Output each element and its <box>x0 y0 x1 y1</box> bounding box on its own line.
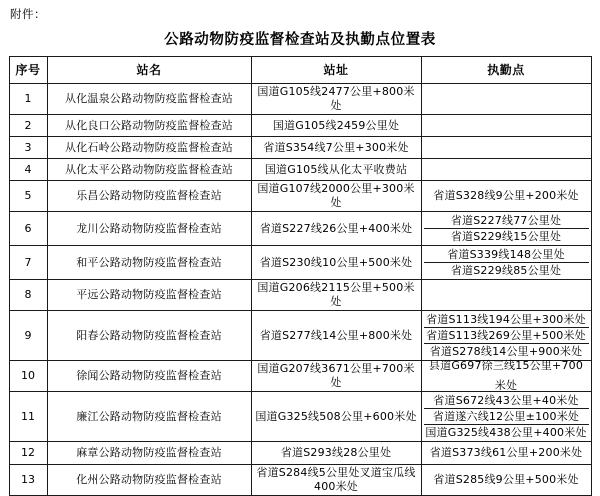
cell-duty-point <box>421 361 591 392</box>
table-body <box>9 84 591 496</box>
table-row <box>9 84 591 115</box>
cell-duty-point <box>421 181 591 212</box>
cell-index: 11 <box>9 392 47 442</box>
cell-station-name: 廉江公路动物防疫监督检查站 <box>47 392 251 442</box>
cell-duty-point <box>421 137 591 159</box>
duty-point-item: 省道S285线9公里+500米处 <box>433 473 579 486</box>
cell-station-name: 从化良口公路动物防疫监督检查站 <box>47 115 251 137</box>
cell-index: 1 <box>9 84 47 115</box>
table-row <box>9 442 591 465</box>
table-row <box>9 159 591 181</box>
cell-station-address: 省道S284线5公里处叉道宝瓜线400米处 <box>251 465 421 496</box>
table-row <box>9 361 591 392</box>
duty-point-item: 省道S339线148公里处 <box>424 247 589 263</box>
cell-station-address: 省道S227线26公里+400米处 <box>251 212 421 246</box>
duty-point-item: 省道S113线194公里+300米处 <box>424 312 589 328</box>
cell-station-name: 从化太平公路动物防疫监督检查站 <box>47 159 251 181</box>
cell-index: 10 <box>9 361 47 392</box>
cell-station-name: 从化温泉公路动物防疫监督检查站 <box>47 84 251 115</box>
page-title: 公路动物防疫监督检查站及执勤点位置表 <box>164 32 436 48</box>
cell-station-address: 国道G105线2459公里处 <box>251 115 421 137</box>
cell-duty-point <box>421 465 591 496</box>
cell-index: 6 <box>9 212 47 246</box>
table-row <box>9 465 591 496</box>
cell-station-address: 省道S354线7公里+300米处 <box>251 137 421 159</box>
cell-station-name: 龙川公路动物防疫监督检查站 <box>47 212 251 246</box>
duty-point-item: 省道S229线15公里处 <box>450 230 562 243</box>
cell-station-name: 徐闻公路动物防疫监督检查站 <box>47 361 251 392</box>
cell-station-name: 麻章公路动物防疫监督检查站 <box>47 442 251 465</box>
cell-index: 3 <box>9 137 47 159</box>
cell-duty-point <box>421 115 591 137</box>
table-row <box>9 246 591 280</box>
table-row <box>9 392 591 442</box>
cell-station-name: 从化石岭公路动物防疫监督检查站 <box>47 137 251 159</box>
cell-station-address: 国道G206线2115公里+500米处 <box>251 280 421 311</box>
cell-station-address: 国道G105线2477公里+800米处 <box>251 84 421 115</box>
cell-station-address: 国道G105线从化太平收费站 <box>251 159 421 181</box>
duty-point-item: 省道S229线85公里处 <box>450 264 562 277</box>
checkpoint-location-table <box>9 56 592 496</box>
duty-point-item: 省道S278线14公里+900米处 <box>429 345 583 358</box>
table-row <box>9 115 591 137</box>
table-row <box>9 181 591 212</box>
duty-point-item: 省道S672线43公里+40米处 <box>424 393 589 409</box>
column-header-station-name: 站名 <box>47 57 251 84</box>
cell-duty-point <box>421 311 591 361</box>
cell-station-address: 国道G207线3671公里+700米处 <box>251 361 421 392</box>
cell-duty-point <box>421 246 591 280</box>
column-header-duty-point: 执勤点 <box>421 57 591 84</box>
duty-point-item: 县道G697徐三线15公里+700米处 <box>428 359 584 392</box>
column-header-index: 序号 <box>9 57 47 84</box>
attachment-label: 附件： <box>10 7 46 21</box>
duty-point-item: 省道S328线9公里+200米处 <box>433 189 579 202</box>
cell-station-address: 省道S230线10公里+500米处 <box>251 246 421 280</box>
cell-station-address: 省道S277线14公里+800米处 <box>251 311 421 361</box>
cell-station-name: 平远公路动物防疫监督检查站 <box>47 280 251 311</box>
cell-duty-point <box>421 280 591 311</box>
cell-station-name: 化州公路动物防疫监督检查站 <box>47 465 251 496</box>
cell-index: 12 <box>9 442 47 465</box>
table-row <box>9 212 591 246</box>
cell-index: 13 <box>9 465 47 496</box>
cell-station-address: 国道G325线508公里+600米处 <box>251 392 421 442</box>
column-header-station-address: 站址 <box>251 57 421 84</box>
cell-duty-point <box>421 442 591 465</box>
cell-index: 9 <box>9 311 47 361</box>
cell-duty-point <box>421 212 591 246</box>
duty-point-item: 国道G325线438公里+400米处 <box>425 426 587 439</box>
cell-station-address: 国道G107线2000公里+300米处 <box>251 181 421 212</box>
duty-point-item: 省道遂六线12公里±100米处 <box>424 409 589 425</box>
table-row <box>9 280 591 311</box>
cell-index: 4 <box>9 159 47 181</box>
table-row <box>9 311 591 361</box>
cell-index: 8 <box>9 280 47 311</box>
cell-station-name: 和平公路动物防疫监督检查站 <box>47 246 251 280</box>
duty-point-item: 省道S227线77公里处 <box>424 213 589 229</box>
cell-duty-point <box>421 159 591 181</box>
duty-point-item: 省道S373线61公里+200米处 <box>429 446 583 459</box>
table-header-row <box>9 57 591 84</box>
cell-index: 7 <box>9 246 47 280</box>
cell-station-name: 阳春公路动物防疫监督检查站 <box>47 311 251 361</box>
cell-station-address: 省道S293线28公里处 <box>251 442 421 465</box>
duty-point-item: 省道S113线269公里+500米处 <box>424 328 589 344</box>
cell-index: 5 <box>9 181 47 212</box>
cell-station-name: 乐昌公路动物防疫监督检查站 <box>47 181 251 212</box>
table-row <box>9 137 591 159</box>
cell-duty-point <box>421 84 591 115</box>
cell-index: 2 <box>9 115 47 137</box>
cell-duty-point <box>421 392 591 442</box>
